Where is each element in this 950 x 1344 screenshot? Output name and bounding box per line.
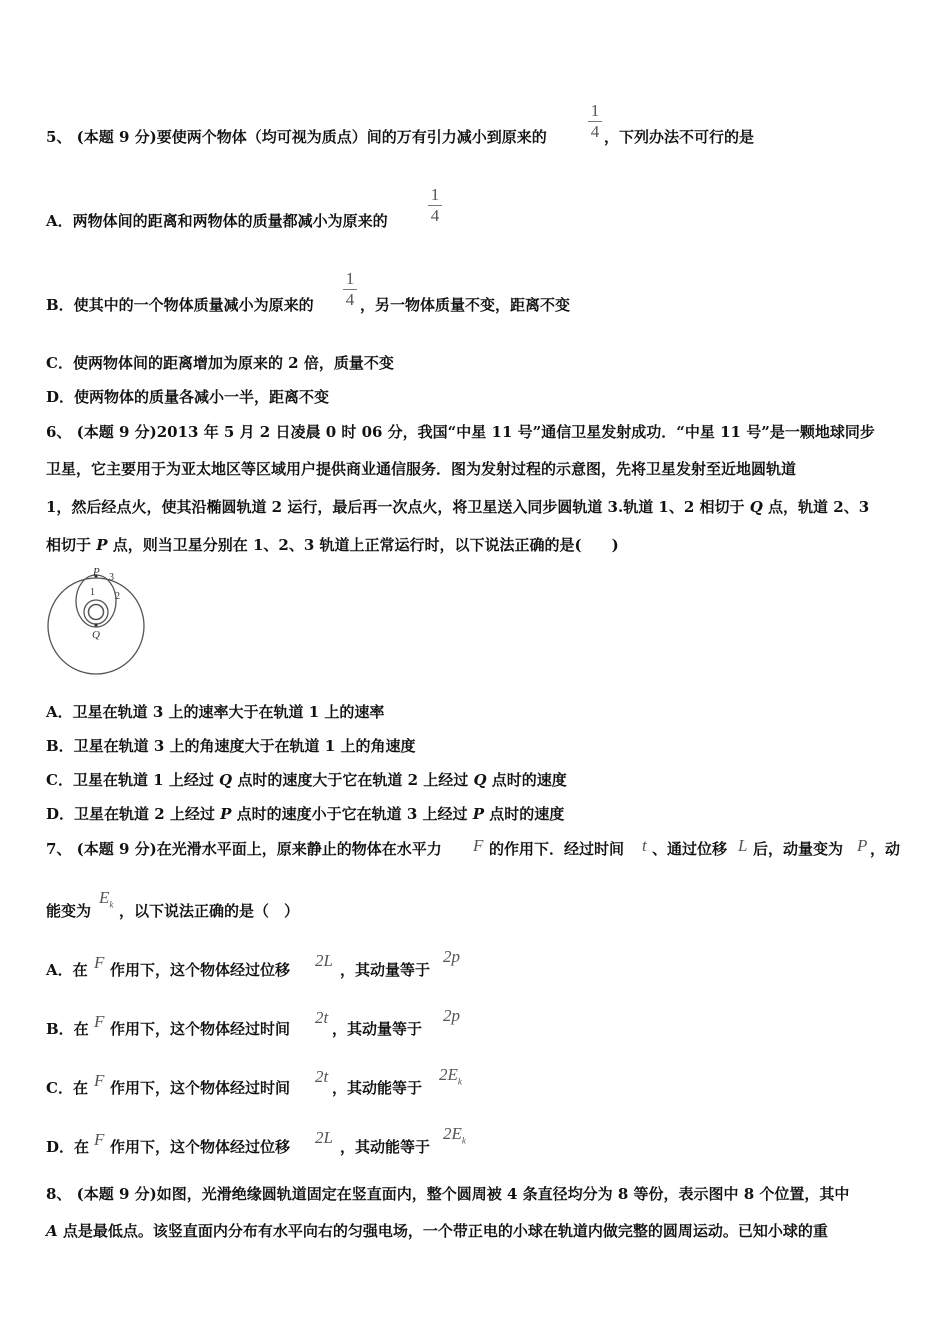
q5-option-c[interactable]: C．使两物体间的距离增加为原来的 2 倍，质量不变 xyxy=(46,354,394,372)
q7-option-b-result: 2p xyxy=(443,1006,460,1025)
point-q-dot xyxy=(94,623,97,626)
q7-option-a[interactable]: A．在 xyxy=(46,961,88,979)
q7-stem-line1-b: 的作用下．经过时间 xyxy=(489,840,625,858)
q7-option-a-f: F xyxy=(94,953,105,972)
q5-option-d[interactable]: D．使两物体的质量各减小一半，距离不变 xyxy=(46,388,330,406)
label-q: Q xyxy=(92,629,100,641)
q7-option-c-end: ，其动能等于 xyxy=(332,1079,423,1097)
q8-stem-line2: A 点是最低点。该竖直面内分布有水平向右的匀强电场，一个带正电的小球在轨道内做完整的圆周运动。已知小球的重 xyxy=(46,1222,828,1240)
q7-option-b-mid: 作用下，这个物体经过时间 xyxy=(110,1020,291,1038)
q7-option-b-end: ，其动量等于 xyxy=(332,1020,423,1038)
q5-option-b[interactable]: B．使其中的一个物体质量减小为原来的 xyxy=(46,296,314,314)
q7-symbol-l: L xyxy=(738,836,748,855)
q7-option-d-end: ，其动能等于 xyxy=(340,1138,431,1156)
q7-option-c[interactable]: C．在 xyxy=(46,1079,88,1097)
q7-option-a-end: ，其动量等于 xyxy=(340,961,431,979)
label-3: 3 xyxy=(109,572,114,583)
label-2: 2 xyxy=(115,591,120,602)
q7-option-a-value: 2L xyxy=(315,951,333,970)
q7-option-d-result: $2E_k$ xyxy=(443,1124,466,1146)
q6-option-d[interactable]: D．卫星在轨道 2 上经过 P 点时的速度小于它在轨道 3 上经过 P 点时的速度 xyxy=(46,805,565,823)
q6-stem-line1: 6、 (本题 9 分)2013 年 5 月 2 日凌晨 0 时 06 分，我国“中星 11 号”通信卫星发射成功．“中星 11 号”是一颗地球同步 xyxy=(46,423,875,441)
q6-stem-line2: 卫星，它主要用于为亚太地区等区域用户提供商业通信服务．图为发射过程的示意图，先将卫星发射至近地圆轨道 xyxy=(46,460,797,478)
q5-option-a[interactable]: A．两物体间的距离和两物体的质量都减小为原来的 xyxy=(46,212,388,230)
q6-stem-line3: 1，然后经点火，使其沿椭圆轨道 2 运行，最后再一次点火，将卫星送入同步圆轨道 3.轨道 1、2 相切于 Q 点，轨道 2、3 xyxy=(46,498,870,516)
q7-symbol-ek: $E_k$ xyxy=(99,888,114,910)
orbit-1-circle xyxy=(84,600,108,624)
q7-stem-line1-d: 后，动量变为 xyxy=(753,840,844,858)
q7-option-c-f: F xyxy=(94,1071,105,1090)
q7-stem-line1-e: ，动 xyxy=(870,840,901,858)
q7-option-b[interactable]: B．在 xyxy=(46,1020,89,1038)
q7-option-c-mid: 作用下，这个物体经过时间 xyxy=(110,1079,291,1097)
q6-option-b[interactable]: B．卫星在轨道 3 上的角速度大于在轨道 1 上的角速度 xyxy=(46,737,416,755)
earth-circle xyxy=(89,605,104,620)
q7-symbol-f: F xyxy=(473,836,484,855)
q6-stem-line4: 相切于 P 点，则当卫星分别在 1、2、3 轨道上正常运行时，以下说法正确的是( ) xyxy=(46,536,619,554)
q7-option-a-result: 2p xyxy=(443,947,460,966)
q7-option-d[interactable]: D．在 xyxy=(46,1138,90,1156)
q7-option-a-mid: 作用下，这个物体经过位移 xyxy=(110,961,291,979)
q7-symbol-t: t xyxy=(642,836,647,855)
q5-stem-tail: ，下列办法不可行的是 xyxy=(604,128,755,146)
q7-option-d-mid: 作用下，这个物体经过位移 xyxy=(110,1138,291,1156)
q7-option-d-value: 2L xyxy=(315,1128,333,1147)
orbit-diagram xyxy=(46,566,150,676)
q7-option-c-result: $2E_k$ xyxy=(439,1065,462,1087)
q6-option-a[interactable]: A．卫星在轨道 3 上的速率大于在轨道 1 上的速率 xyxy=(46,703,385,721)
q7-option-b-f: F xyxy=(94,1012,105,1031)
q7-stem-line2: 能变为 xyxy=(46,902,92,920)
label-1: 1 xyxy=(90,587,95,598)
q7-option-c-value: 2t xyxy=(315,1067,329,1086)
q7-symbol-p: P xyxy=(857,836,868,855)
q7-stem-line1-c: 、通过位移 xyxy=(652,840,728,858)
q5-option-b-fraction: 1 4 xyxy=(343,269,357,310)
q5-stem-text: 5、 (本题 9 分)要使两个物体（均可视为质点）间的万有引力减小到原来的 xyxy=(46,128,547,146)
q8-stem-line1: 8、 (本题 9 分)如图，光滑绝缘圆轨道固定在竖直面内，整个圆周被 4 条直径均分为 8 等份，表示图中 8 个位置，其中 xyxy=(46,1185,850,1203)
q5-stem xyxy=(46,127,547,147)
label-p: P xyxy=(93,566,100,578)
q6-option-c[interactable]: C．卫星在轨道 1 上经过 Q 点时的速度大于它在轨道 2 上经过 Q 点时的速度 xyxy=(46,771,567,789)
q5-option-a-fraction: 1 4 xyxy=(428,185,442,226)
q7-stem-line2-b: ，以下说法正确的是（ ） xyxy=(119,902,300,920)
q7-option-d-f: F xyxy=(94,1130,105,1149)
q5-stem-fraction: 1 4 xyxy=(588,101,602,142)
q7-option-b-value: 2t xyxy=(315,1008,329,1027)
q7-stem-line1: 7、 (本题 9 分)在光滑水平面上，原来静止的物体在水平力 xyxy=(46,840,442,858)
q5-option-b-tail: ，另一物体质量不变，距离不变 xyxy=(360,296,571,314)
